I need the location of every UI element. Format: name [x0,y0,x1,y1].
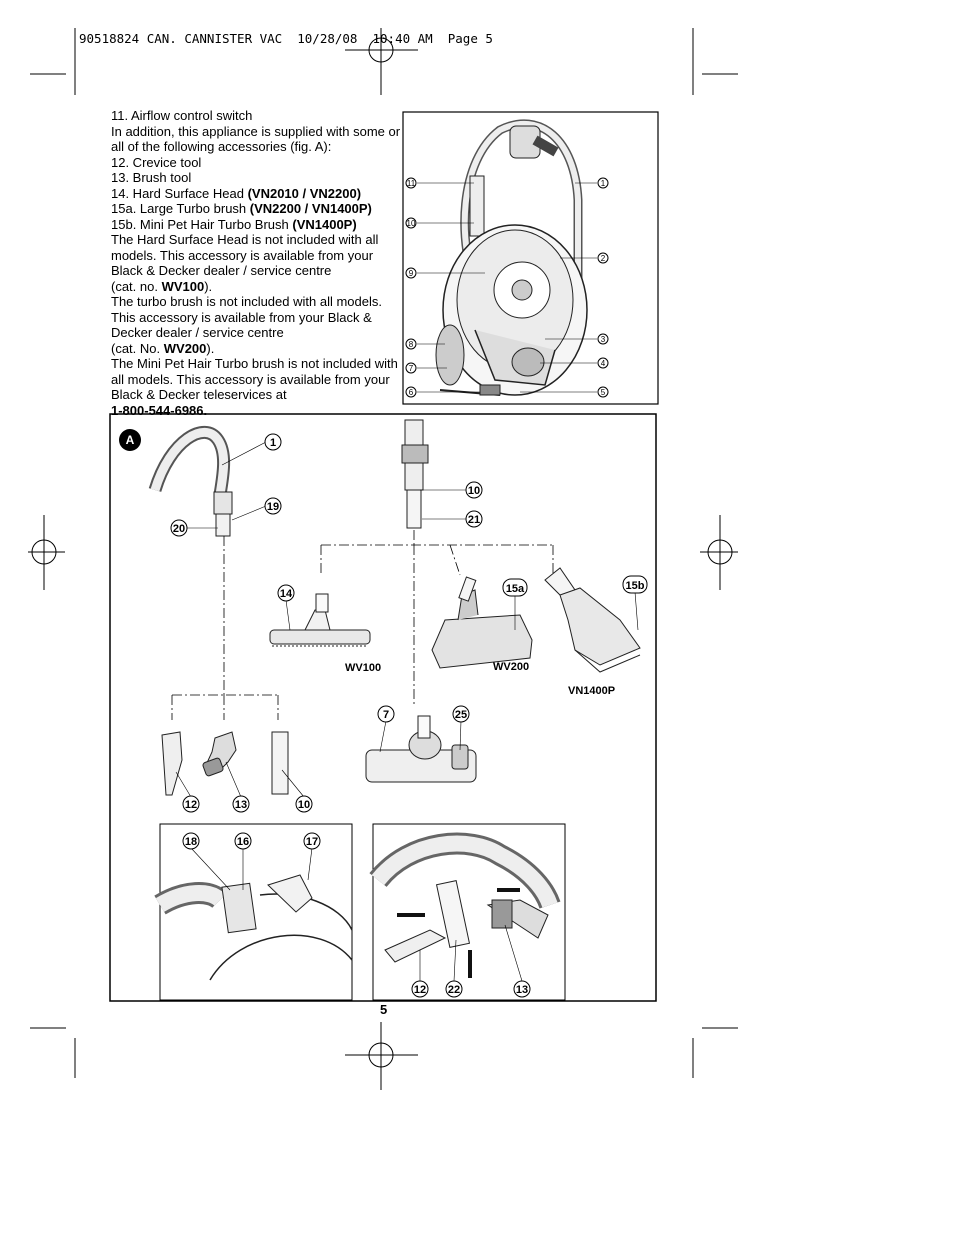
svg-text:3: 3 [600,335,606,344]
item-14: 14. Hard Surface Head (VN2010 / VN2200) [111,185,362,201]
item-15a: 15a. Large Turbo brush (VN2200 / VN1400P) [111,201,372,216]
note-turbo: The turbo brush is not included with all models. This accessory is available from your Black & Decker dealer / service centre [111,294,382,340]
svg-text:7: 7 [408,364,414,373]
callout-12a: 12 [184,799,198,811]
callout-25: 25 [454,709,468,721]
callout-17: 17 [305,836,319,848]
callout-1: 1 [269,437,277,449]
inset-left-frame [160,824,352,1000]
callout-10b: 10 [297,799,311,811]
svg-text:4: 4 [600,359,606,368]
small-tools-illustration [162,732,288,795]
intro-text: In addition, this appliance is supplied with some or all of the following accessories (fig. A): [111,123,401,154]
svg-text:1: 1 [600,179,606,188]
svg-text:9: 9 [408,269,414,278]
svg-text:11: 11 [406,179,416,188]
page-number: 5 [380,1002,388,1017]
wand-illustration [402,420,428,528]
callout-20: 20 [172,523,186,535]
registration-mark-right [700,515,738,590]
print-header: 90518824 CAN. CANNISTER VAC 10/28/08 10:40 AM Page 5 [79,31,493,46]
inset-left-illustration [160,875,352,980]
svg-text:8: 8 [408,340,414,349]
registration-mark-top [345,28,418,95]
inset-right-illustration [378,844,550,978]
callout-22: 22 [447,984,461,996]
model-wv200: WV200 [493,661,530,673]
note-pet: The Mini Pet Hair Turbo brush is not included with all models. This accessory is available from your Black & Decker teleservices at [111,356,398,402]
callout-15a: 15a [505,583,525,595]
hard-surface-head-illustration [270,594,370,646]
callout-14: 14 [279,588,293,600]
item-13: 13. Brush tool [111,170,192,185]
svg-text:10: 10 [406,219,416,228]
model-vn1400p: VN1400P [568,685,616,697]
cat-no-wv100: (cat. no. WV100). [111,278,213,294]
callout-13b: 13 [515,984,529,996]
registration-mark-left [28,515,65,590]
item-11: 11. Airflow control switch [111,108,253,123]
callout-19: 19 [266,501,280,513]
callout-7: 7 [382,709,390,721]
item-12: 12. Crevice tool [111,154,202,170]
model-codes [345,661,615,697]
callout-21: 21 [467,514,481,526]
svg-text:6: 6 [408,388,414,397]
hose-illustration [155,432,232,536]
phone-number: 1-800-544-6986. [111,402,208,418]
floor-head-illustration [366,716,476,782]
callout-13a: 13 [234,799,248,811]
callout-16: 16 [236,836,250,848]
note-hard-surface: The Hard Surface Head is not included with all models. This accessory is available from your Black & Decker dealer / service centre [111,232,379,278]
model-wv100: WV100 [345,662,382,674]
cat-no-wv200: (cat. No. WV200). [111,340,215,356]
item-15b: 15b. Mini Pet Hair Turbo Brush (VN1400P) [111,216,357,232]
svg-text:5: 5 [600,388,606,397]
svg-text:2: 2 [600,254,606,263]
callout-12b: 12 [413,984,427,996]
fig-a-badge-label: A [125,433,135,447]
callout-18: 18 [184,836,198,848]
callout-15b: 15b [625,580,645,592]
registration-mark-bottom [345,1022,418,1090]
callout-10a: 10 [467,485,481,497]
